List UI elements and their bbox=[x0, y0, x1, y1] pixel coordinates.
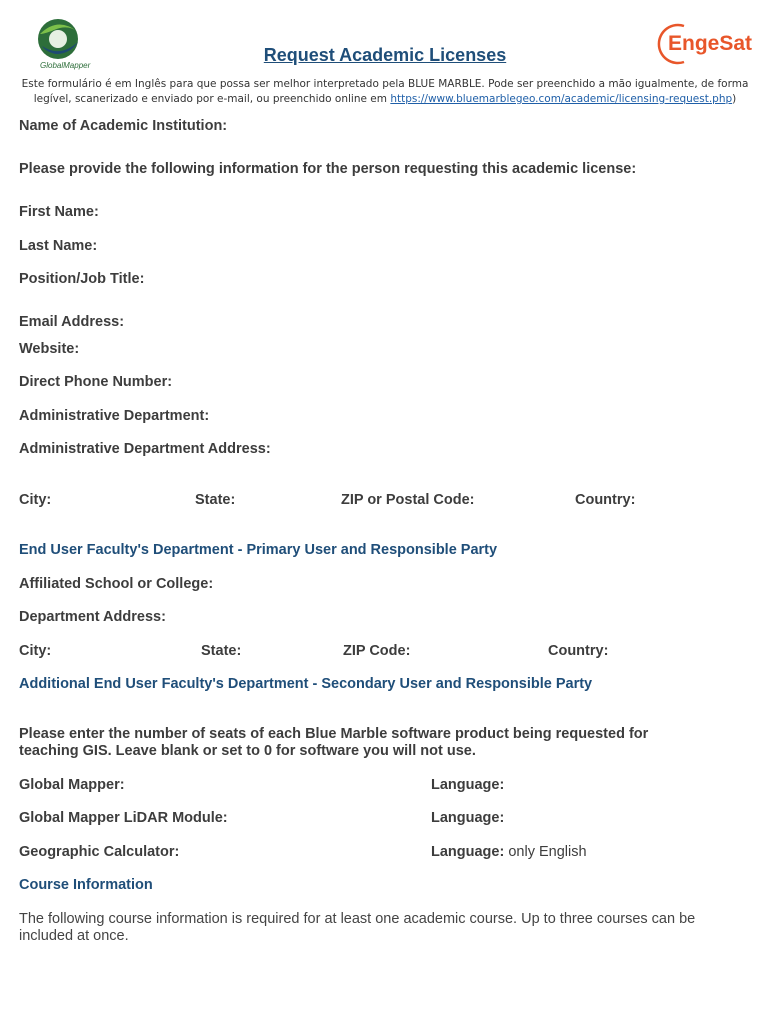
intro-line-2-suffix: ) bbox=[732, 93, 737, 105]
email-label: Email Address: bbox=[19, 314, 125, 330]
admin-department-address-label: Administrative Department Address: bbox=[19, 441, 271, 457]
position-label: Position/Job Title: bbox=[19, 271, 145, 287]
primary-country-label: Country: bbox=[548, 643, 609, 659]
course-section-heading: Course Information bbox=[19, 877, 153, 893]
licensing-request-link[interactable]: https://www.bluemarblegeo.com/academic/licensing-request.php bbox=[390, 93, 733, 105]
primary-section-heading: End User Faculty's Department - Primary User and Responsible Party bbox=[19, 542, 498, 558]
admin-department-label: Administrative Department: bbox=[19, 408, 210, 424]
country-label: Country: bbox=[575, 492, 636, 508]
geo-calculator-language-value: only English bbox=[508, 844, 587, 860]
institution-label: Name of Academic Institution: bbox=[19, 118, 228, 134]
lidar-language-label: Language: bbox=[431, 810, 505, 826]
engesat-logo-text: EngeSat bbox=[668, 32, 753, 55]
primary-city-label: City: bbox=[19, 643, 52, 659]
geo-calculator-language bbox=[431, 844, 587, 860]
primary-zip-label: ZIP Code: bbox=[343, 643, 411, 659]
geo-calculator-language-label: Language: bbox=[431, 844, 505, 860]
last-name-label: Last Name: bbox=[19, 238, 98, 254]
state-label: State: bbox=[195, 492, 236, 508]
course-text-line-1: The following course information is required for at least one academic course. Up to three courses can be bbox=[19, 911, 696, 927]
department-address-label: Department Address: bbox=[19, 609, 166, 625]
first-name-label: First Name: bbox=[19, 204, 99, 220]
phone-label: Direct Phone Number: bbox=[19, 374, 173, 390]
intro-line-2 bbox=[0, 93, 770, 105]
intro-line-2-prefix: legível, scanerizado e enviado por e-mail, ou preenchido online em bbox=[33, 93, 391, 105]
provide-info-text: Please provide the following information for the person requesting this academic license: bbox=[19, 161, 637, 177]
global-mapper-label: Global Mapper: bbox=[19, 777, 125, 793]
seats-instructions-line-2: teaching GIS. Leave blank or set to 0 for software you will not use. bbox=[19, 743, 476, 759]
intro-line-1: Este formulário é em Inglês para que possa ser melhor interpretado pela BLUE MARBLE. Pode ser preenchido a mão igualmente, de forma bbox=[21, 78, 749, 90]
page-title: Request Academic Licenses bbox=[263, 45, 507, 65]
primary-state-label: State: bbox=[201, 643, 242, 659]
global-mapper-language-label: Language: bbox=[431, 777, 505, 793]
global-mapper-logo-text: GlobalMapper bbox=[40, 61, 91, 70]
lidar-module-label: Global Mapper LiDAR Module: bbox=[19, 810, 228, 826]
city-label: City: bbox=[19, 492, 52, 508]
zip-postal-label: ZIP or Postal Code: bbox=[341, 492, 475, 508]
secondary-section-heading: Additional End User Faculty's Department - Secondary User and Responsible Party bbox=[19, 676, 593, 692]
geo-calculator-label: Geographic Calculator: bbox=[19, 844, 180, 860]
seats-instructions-line-1: Please enter the number of seats of each Blue Marble software product being requested for bbox=[19, 726, 649, 742]
affiliated-school-label: Affiliated School or College: bbox=[19, 576, 214, 592]
course-text-line-2: included at once. bbox=[19, 928, 129, 944]
website-label: Website: bbox=[19, 341, 80, 357]
